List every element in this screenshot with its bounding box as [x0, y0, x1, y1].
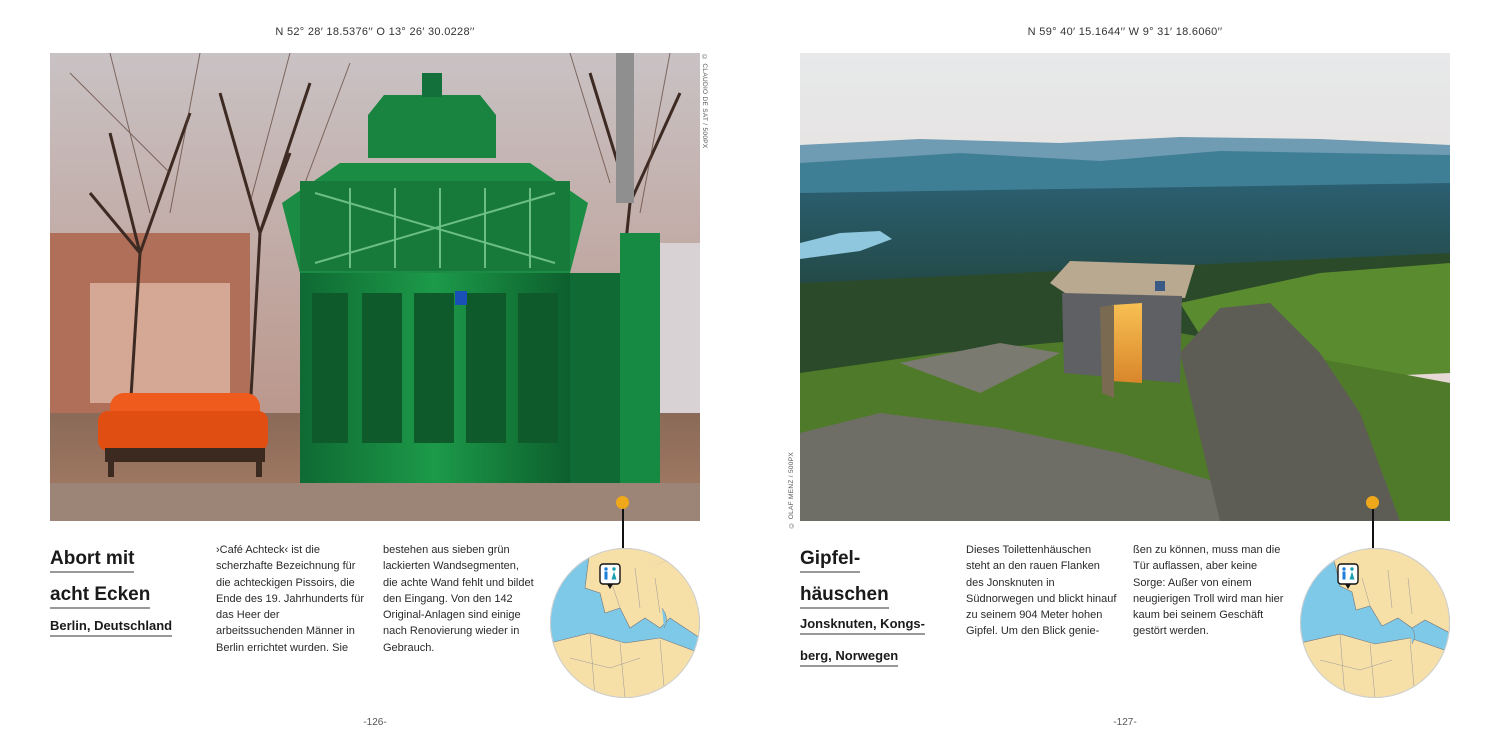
photo-credit: © OLAF MENZ / 500PX — [788, 452, 795, 529]
locator-dot — [616, 496, 629, 509]
article-title — [800, 543, 889, 615]
title-line-2: acht Ecken — [50, 583, 150, 609]
title-line-1: Abort mit — [50, 547, 134, 573]
body-column-2: ßen zu können, muss man die Tür auflassen, aber keine Sorge: Außer von einem neugierigen Troll wird man hier kaum bei seinem Geschäft gestört werden. — [1133, 544, 1284, 638]
locator-globe — [1300, 548, 1450, 698]
locator-line — [622, 502, 624, 552]
location-line-2: berg, Norwegen — [800, 647, 898, 667]
location-label: Berlin, Deutschland — [50, 617, 172, 637]
article-location — [800, 608, 925, 672]
right-page — [750, 0, 1500, 750]
page-number: -126- — [363, 717, 387, 728]
locator-dot — [1366, 496, 1379, 509]
photo-cafe-achteck — [50, 53, 700, 521]
locator-globe — [550, 548, 700, 698]
body-column-1: ›Café Achteck‹ ist die scherzhafte Bezeichnung für die achteckigen Pissoirs, die Ende des 19. Jahrhunderts für das Heer der arbeitssuchenden Männer in Berlin errichtet wurden. Sie — [216, 544, 364, 654]
photo-credit: © CLAUDIO DE SAT / 500PX — [701, 54, 708, 149]
article-title — [50, 543, 150, 615]
coordinates: N 59° 40′ 15.1644′′ W 9° 31′ 18.6060′′ — [1027, 26, 1223, 38]
coordinates: N 52° 28′ 18.5376′′ O 13° 26′ 30.0228′′ — [275, 26, 475, 38]
page-number: -127- — [1113, 717, 1137, 728]
title-line-1: Gipfel- — [800, 547, 860, 573]
article-location — [50, 610, 172, 642]
title-line-2: häuschen — [800, 583, 889, 609]
body-column-1: Dieses Toilettenhäuschen steht an den rauen Flanken des Jonsknuten in Südnorwegen und blickt hinauf zu seinem 904 Meter hohen Gipfel. Um den Blick genie- — [966, 544, 1117, 638]
photo-gipfelhaeuschen — [800, 53, 1450, 521]
locator-line — [1372, 502, 1374, 552]
body-column-2: bestehen aus sieben grün lackierten Wandsegmenten, die achte Wand fehlt und bildet den Eingang. Von den 142 Original-Anlagen sind einige nach Renovierung wieder in Gebrauch. — [383, 544, 534, 654]
location-line-1: Jonsknuten, Kongs- — [800, 615, 925, 635]
